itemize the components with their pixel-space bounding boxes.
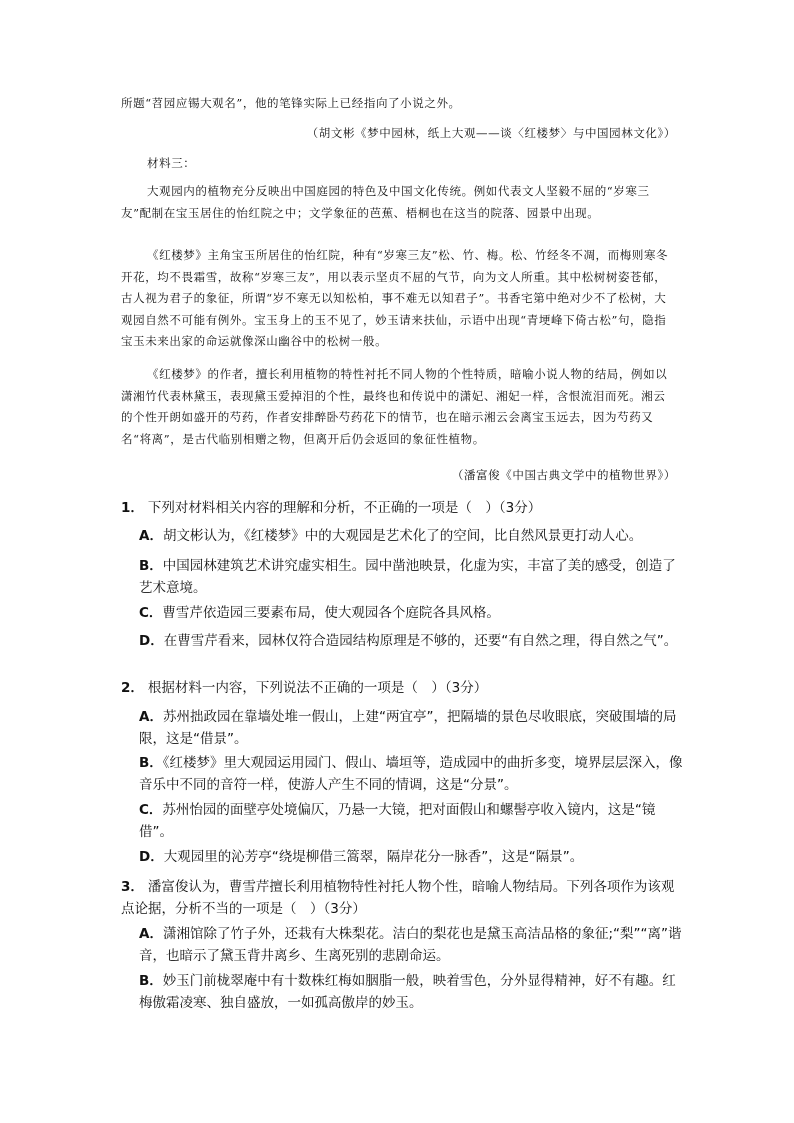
continued-text-line: 所题“苕园应锡大观名”，他的笔锋实际上已经指向了小说之外。 — [121, 96, 461, 110]
question-stem: 潘富俊认为，曹雪芹擅长利用植物特性衬托人物个性，暗喻人物结局。下列各项作为该观点论据，分析不当的一项是（ ）（3分） — [121, 879, 675, 917]
source-citation-1: （胡文彬《梦中园林，纸上大观——谈〈红楼梦〉与中国园林文化》） — [306, 126, 676, 140]
question-1-option-c — [139, 602, 684, 624]
question-stem: 下列对材料相关内容的理解和分析，不正确的一项是（ ）（3分） — [147, 500, 542, 516]
question-2 — [121, 677, 681, 699]
question-stem: 根据材料一内容，下列说法不正确的一项是（ ）（3分） — [147, 680, 488, 696]
material-3-label: 材料三： — [147, 156, 196, 170]
option-text: 胡文彬认为，《红楼梦》中的大观园是艺术化了的空间，比自然风景更打动人心。 — [162, 528, 643, 544]
source-citation-2: （潘富俊《中国古典文学中的植物世界》） — [451, 468, 676, 482]
question-number: 1． — [121, 500, 144, 516]
question-1-option-a — [139, 525, 684, 547]
question-3-option-b — [139, 970, 684, 1014]
option-key: B． — [139, 755, 163, 771]
question-2-option-a — [139, 706, 684, 750]
option-text: 潇湘馆除了竹子外，还栽有大株梨花。洁白的梨花也是黛玉高洁品格的象征;“梨”“离”谐音，也暗示了黛玉背井离乡、生离死别的悲剧命运。 — [139, 926, 682, 964]
question-number: 3． — [121, 879, 144, 895]
option-text: 妙玉门前栊翠庵中有十数株红梅如胭脂一般，映着雪色，分外显得精神，好不有趣。红梅傲霜凌寒、独自盛放，一如孤高傲岸的妙玉。 — [139, 973, 676, 1011]
option-text: 大观园里的沁芳亭“绕堤柳借三篙翠，隔岸花分一脉香”，这是“隔景”。 — [163, 849, 584, 865]
option-text: 苏州怡园的面壁亭处境偏仄，乃悬一大镜，把对面假山和螺髻亭收入镜内，这是“镜借”。 — [139, 802, 656, 840]
option-text: 《红楼梦》里大观园运用园门、假山、墙垣等，造成园中的曲折多变，境界层层深入，像音乐中不同的音符一样，使游人产生不同的情调，这是“分景”。 — [139, 755, 683, 793]
question-3 — [121, 876, 681, 920]
option-key: A． — [139, 709, 163, 725]
option-text: 在曹雪芹看来，园林仅符合造园结构原理是不够的，还要“有自然之理，得自然之气”。 — [163, 633, 678, 649]
question-1-option-b — [139, 555, 684, 599]
option-key: B． — [139, 558, 163, 574]
option-key: D． — [139, 849, 164, 865]
option-key: C． — [139, 802, 163, 818]
option-key: B． — [139, 973, 163, 989]
material-3-paragraph-1 — [121, 181, 676, 224]
option-text: 苏州拙政园在靠墙处堆一假山，上建“两宜亭”，把隔墙的景色尽收眼底，突破围墙的局限，这是“借景”。 — [139, 709, 677, 747]
option-key: A． — [139, 926, 163, 942]
paragraph-text: 大观园内的植物充分反映出中国庭园的特色及中国文化传统。例如代表文人坚毅不屈的“岁寒三友”配制在宝玉居住的怡红院之中；文学象征的芭蕉、梧桐也在这当的院落、园景中出现。 — [121, 184, 650, 220]
option-key: A． — [139, 528, 163, 544]
option-text: 曹雪芹依造园三要素布局，使大观园各个庭院各具风格。 — [162, 605, 500, 621]
question-number: 2． — [121, 680, 144, 696]
option-text: 中国园林建筑艺术讲究虚实相生。园中凿池映景，化虚为实，丰富了美的感受，创造了艺术意境。 — [139, 558, 676, 596]
question-2-option-b — [139, 752, 684, 796]
paragraph-text: 《红楼梦》主角宝玉所居住的怡红院，种有“岁寒三友”松、竹、梅。松、竹经冬不凋，而梅则寒冬开花，均不畏霜雪，故称“岁寒三友”，用以表示坚贞不屈的气节，向为文人所重。其中松树树姿苍郁，古人视为君子的象征，所谓“岁不寒无以知松柏，事不难无以知君子”。书香宅第中绝对少不了松树，大观园自然不可能有例外。宝玉身上的玉不见了，妙玉请来扶仙，示语中出现“青埂峰下倚古松”句，隐指宝玉未来出家的命运就像深山幽谷中的松树一般。 — [121, 248, 669, 348]
option-key: D． — [139, 633, 164, 649]
option-key: C． — [139, 605, 163, 621]
question-2-option-d — [139, 846, 684, 868]
question-2-option-c — [139, 799, 684, 843]
material-3-paragraph-2 — [121, 245, 676, 353]
paragraph-text: 《红楼梦》的作者，擅长利用植物的特性衬托不同人物的个性特质，暗喻小说人物的结局，例如以潇湘竹代表林黛玉，表现黛玉爱掉泪的个性，最终也和传说中的潇妃、湘妃一样，含恨流泪而死。湘云的个性开朗如盛开的芍药，作者安排醉卧芍药花下的情节，也在暗示湘云会离宝玉远去，因为芍药又名“将离”，是古代临别相赠之物，但离开后仍会返回的象征性植物。 — [121, 367, 668, 446]
question-1 — [121, 497, 681, 519]
material-3-paragraph-3 — [121, 364, 676, 450]
question-3-option-a — [139, 923, 684, 967]
question-1-option-d — [139, 630, 684, 652]
